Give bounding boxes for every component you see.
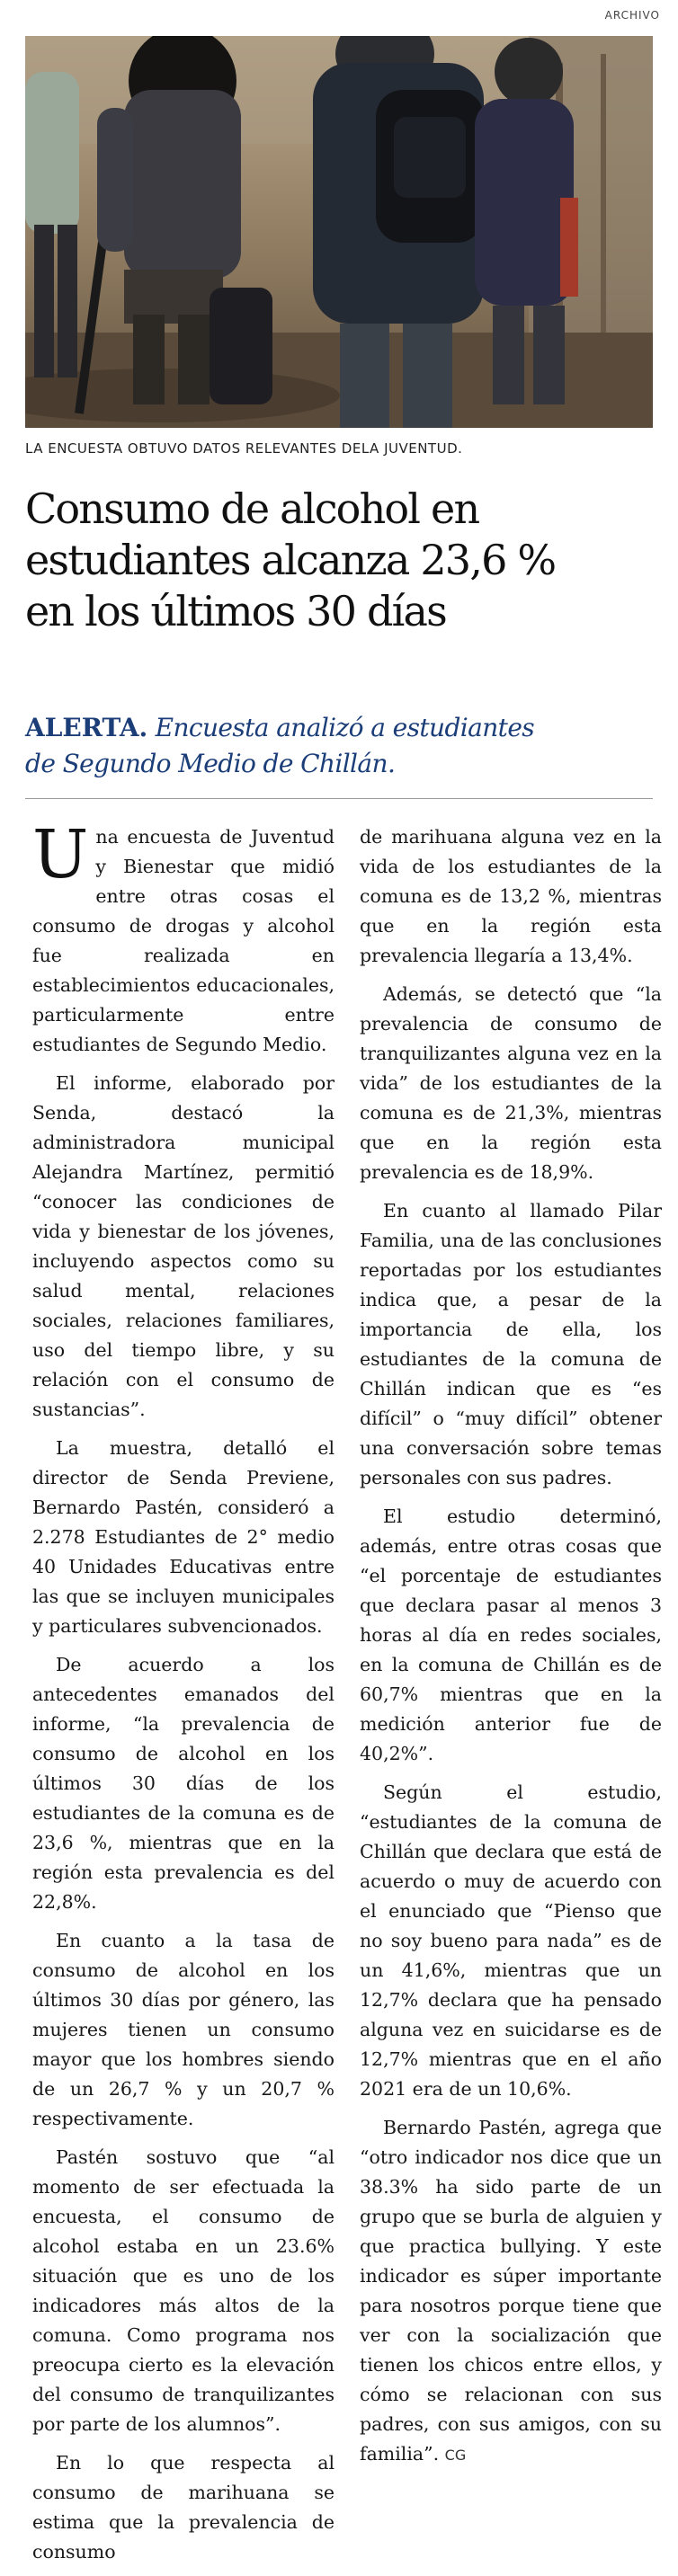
article-paragraph xyxy=(32,816,335,1060)
end-mark: CG xyxy=(444,2447,467,2464)
article-paragraph: En lo que respecta al consumo de marihuana se estima que la prevalencia de consumo xyxy=(32,2452,335,2563)
kicker xyxy=(25,710,655,782)
photo-caption: LA ENCUESTA OBTUVO DATOS RELEVANTES DELA JUVENTUD. xyxy=(25,440,463,457)
kicker-label: ALERTA. xyxy=(25,713,148,742)
headline-line: en los últimos 30 días xyxy=(25,587,446,635)
paragraph-text: na encuesta de Juventud y Bienestar que midió entre otras cosas el consumo de drogas y alcohol fue realizada en establecimientos educacionales, particularmente entre estudiantes de Segundo Medio. xyxy=(32,826,335,1055)
article-paragraph: Pastén sostuvo que “al momento de ser efectuada la encuesta, el consumo de alcohol estaba en un 23.6% situación que es uno de los indicadores más altos de la comuna. Como programa nos preocupa cierto es la elevación del consumo de tranquilizantes por parte de los alumnos”. xyxy=(32,2146,335,2435)
article-paragraph: En cuanto al llamado Pilar Familia, una de las conclusiones reportadas por los estudiantes indica que, a pesar de la importancia de ella, los estudiantes de la comuna de Chillán indican que es “es difícil” o “muy difícil” obtener una conversación sobre temas personales con sus padres. xyxy=(360,1200,662,1488)
article-paragraph: En cuanto a la tasa de consumo de alcohol en los últimos 30 días por género, las mujeres tienen un consumo mayor que los hombres siendo de un 26,7 % y un 20,7 % respectivamente. xyxy=(32,1930,335,2129)
article-column-left xyxy=(32,816,335,2576)
article-paragraph: De acuerdo a los antecedentes emanados del informe, “la prevalencia de consumo de alcohol en los últimos 30 días de los estudiantes de la comuna es de 23,6 %, mientras que en la región esta prevalencia es del 22,8%. xyxy=(32,1654,335,1913)
article-paragraph xyxy=(360,2113,662,2470)
article-photo xyxy=(25,36,653,428)
article-paragraph: Además, se detectó que “la prevalencia de consumo de tranquilizantes alguna vez en la vida” de los estudiantes de la comuna es de 21,3%, mientras que en la región esta prevalencia es de 18,9%. xyxy=(360,983,662,1183)
article-column-right xyxy=(360,822,662,2479)
kicker-line xyxy=(25,710,655,746)
paragraph-text: Bernardo Pastén, agrega que “otro indicador nos dice que un 38.3% ha sido parte de un grupo que se burla de alguien y que practica bullying. Y este indicador es súper importante para nosotros porque tiene que ver con la socialización que tienen los chicos entre ellos, y cómo se relacionan con sus padres, con sus amigos, con su familia”. xyxy=(360,2117,662,2465)
article-paragraph: El informe, elaborado por Senda, destacó la administradora municipal Alejandra Martínez, permitió “conocer las condiciones de vida y bienestar de los jóvenes, incluyendo aspectos como su salud mental, relaciones sociales, relaciones familiares, uso del tiempo libre, y su relación con el consumo de sustancias”. xyxy=(32,1072,335,1420)
article-paragraph: La muestra, detalló el director de Senda Previene, Bernardo Pastén, consideró a 2.278 Estudiantes de 2° medio 40 Unidades Educativas entre las que se incluyen municipales y particulares subvencionados. xyxy=(32,1437,335,1637)
drop-cap: U xyxy=(32,816,89,893)
divider xyxy=(25,798,653,799)
students-walking-photo xyxy=(25,36,653,428)
kicker-line: de Segundo Medio de Chillán. xyxy=(25,749,396,778)
headline xyxy=(25,484,655,637)
headline-line: estudiantes alcanza 23,6 % xyxy=(25,536,556,584)
kicker-text: Encuesta analizó a estudiantes xyxy=(155,713,535,742)
headline-line: Consumo de alcohol en xyxy=(25,484,479,533)
article-paragraph: de marihuana alguna vez en la vida de los estudiantes de la comuna es de 13,2 %, mientras que en la región esta prevalencia llegaría a 13,4%. xyxy=(360,826,662,966)
photo-credit: ARCHIVO xyxy=(604,9,660,22)
article-paragraph: El estudio determinó, además, entre otras cosas que “el porcentaje de estudiantes que declara pasar al menos 3 horas al día en redes sociales, en la comuna de Chillán es de 60,7% mientras que en la medición anterior fue de 40,2%”. xyxy=(360,1506,662,1764)
article-paragraph: Según el estudio, “estudiantes de la comuna de Chillán que declara que está de acuerdo o muy de acuerdo con el enunciado que “Pienso que no soy bueno para nada” es de un 41,6%, mientras que un 12,7% declara que ha pensado alguna vez en suicidarse es de 12,7% mientras que en el año 2021 era de un 10,6%. xyxy=(360,1781,662,2100)
